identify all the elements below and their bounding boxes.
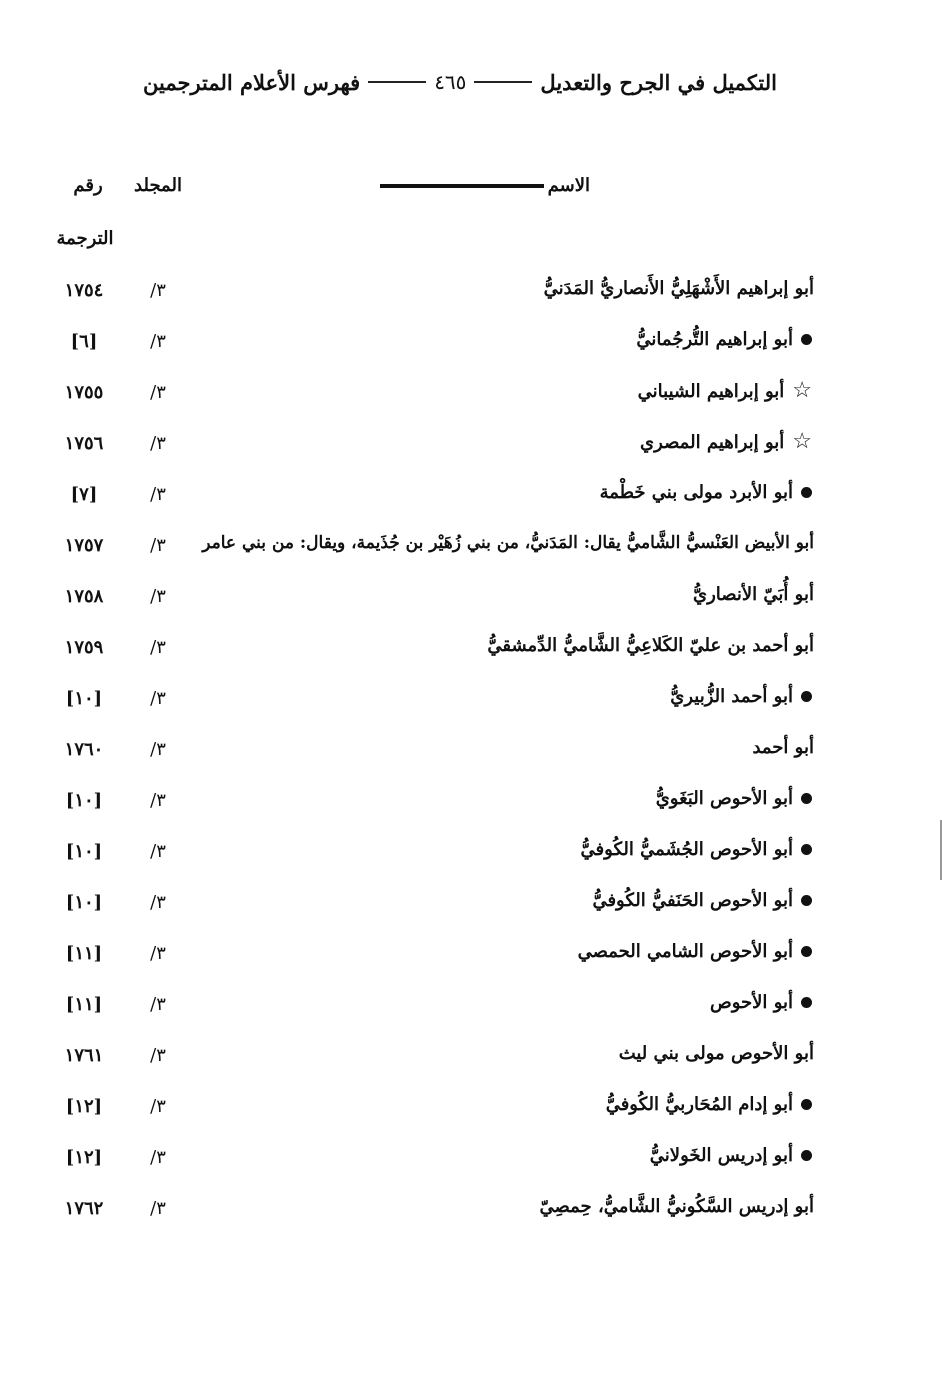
entry-number: [١٠] [65,892,103,913]
entry-name [578,941,812,962]
entry-name-text: أبو إدريس السَّكُونيُّ الشَّاميُّ، حِمصِيّ [539,1196,814,1217]
list-item [0,1084,942,1135]
book-title: التكميل في الجرح والتعديل [540,69,777,95]
list-item [0,727,942,778]
entry-name-text: أبو إدريس الخَولانيُّ [649,1145,793,1166]
page-header [143,62,777,102]
section-title: فهرس الأعلام المترجمين [143,69,361,95]
entry-name [544,278,814,299]
list-item [0,778,942,829]
entry-name-text: أبو أُبَيّ الأنصاريُّ [692,584,814,605]
list-item [0,268,942,319]
entry-volume: ٣/ [150,790,166,811]
bullet-icon [801,946,812,957]
list-item [0,1186,942,1237]
bullet-icon [801,895,812,906]
column-header-number-line2: الترجمة [56,228,114,249]
entry-volume: ٣/ [150,688,166,709]
entry-name-text: أبو الأبيض العَنْسيُّ الشَّاميُّ يقال: المَدَنيُّ، من بني زُهَيْر بن جُذَيمة، ويقال: من بني عامر [202,533,814,553]
list-item [0,421,942,472]
list-item [0,370,942,421]
entry-volume: ٣/ [150,433,166,454]
column-header-number: رقم [73,175,103,196]
entry-name-text: أبو أحمد [752,737,814,758]
star-icon: ☆ [792,378,812,403]
list-item [0,523,942,574]
entry-name-text: أبو الأبرد مولى بني خَطْمة [599,482,793,503]
entry-name [581,839,812,860]
list-item [0,1135,942,1186]
entry-number: [١٠] [65,790,103,811]
entry-volume: ٣/ [150,1198,166,1219]
entry-name [670,686,812,707]
entry-name [487,635,814,656]
bullet-icon [801,997,812,1008]
entry-name [636,329,812,350]
entry-volume: ٣/ [150,943,166,964]
entry-name-text: أبو إدام المُحَاربيُّ الكُوفيُّ [605,1094,793,1115]
entry-name-text: أبو أحمد بن عليّ الكَلاعِيُّ الشَّاميُّ الدِّمشقيُّ [487,635,814,656]
entry-name-text: أبو أحمد الزُّبيريُّ [670,686,793,707]
column-header-volume: المجلد [134,175,182,196]
entry-name [540,1196,814,1217]
entry-name-text: أبو إبراهيم الأَشْهَلِيُّ الأَنصاريُّ المَدَنيُّ [543,278,814,299]
entry-name [202,533,814,553]
entry-volume: ٣/ [150,892,166,913]
bullet-icon [801,691,812,702]
entry-volume: ٣/ [150,535,166,556]
entry-number: ١٧٦٢ [64,1198,104,1219]
bullet-icon [801,487,812,498]
entry-name-text: أبو الأحوص الجُشَميُّ الكُوفيُّ [580,839,793,860]
list-item [0,880,942,931]
entry-name [606,1094,812,1115]
entry-name [619,1043,814,1064]
entry-volume: ٣/ [150,382,166,403]
bullet-icon [801,793,812,804]
list-item [0,319,942,370]
list-item [0,625,942,676]
entry-name [640,431,812,453]
entry-volume: ٣/ [150,1096,166,1117]
bullet-icon [801,1150,812,1161]
entry-number: ١٧٥٩ [64,637,104,658]
entry-name-text: أبو إبراهيم الشيباني [637,380,785,402]
column-header-rule [380,184,544,188]
list-item [0,676,942,727]
entry-number: [٧] [70,484,98,505]
entry-number: ١٧٥٦ [64,433,104,454]
entry-volume: ٣/ [150,331,166,352]
entry-volume: ٣/ [150,841,166,862]
entry-volume: ٣/ [150,994,166,1015]
entry-number: ١٧٥٥ [64,382,104,403]
list-item [0,931,942,982]
column-header-name [380,175,590,196]
entry-number: [١٢] [65,1096,103,1117]
entry-number: ١٧٥٤ [64,280,104,301]
entry-volume: ٣/ [150,1147,166,1168]
header-dash [474,81,532,83]
entry-name [600,482,812,503]
entry-number: [١١] [65,994,103,1015]
entry-name-text: أبو الأحوص [709,992,793,1013]
header-dash [368,81,426,83]
entry-name [592,890,812,911]
entry-name [656,788,812,809]
entry-name [693,584,814,605]
list-item [0,829,942,880]
entry-volume: ٣/ [150,1045,166,1066]
list-item [0,472,942,523]
list-item [0,982,942,1033]
column-header-name-label: الاسم [547,175,590,196]
entry-number: ١٧٦٠ [64,739,104,760]
entry-name-text: أبو الأحوص الشامي الحمصي [577,941,793,962]
entry-number: ١٧٦١ [64,1045,104,1066]
entry-number: [١٠] [65,841,103,862]
entry-name-text: أبو الأحوص الحَنَفيُّ الكُوفيُّ [592,890,793,911]
bullet-icon [801,844,812,855]
entry-name-text: أبو الأحوص مولى بني ليث [618,1043,814,1064]
page-number: ٤٦٥ [434,70,467,94]
entry-name [650,1145,812,1166]
entry-name-text: أبو إبراهيم المصري [640,431,785,453]
entry-name [710,992,812,1013]
entry-name-text: أبو إبراهيم التُّرجُمانيُّ [636,329,793,350]
list-item [0,1033,942,1084]
star-icon: ☆ [792,429,812,454]
entry-volume: ٣/ [150,280,166,301]
entry-number: ١٧٥٨ [64,586,104,607]
entry-number: [٦] [70,331,98,352]
entry-volume: ٣/ [150,586,166,607]
index-list [0,268,942,1237]
entry-volume: ٣/ [150,739,166,760]
bullet-icon [801,1099,812,1110]
entry-number: [١٠] [65,688,103,709]
entry-name-text: أبو الأحوص البَغَويُّ [655,788,793,809]
entry-volume: ٣/ [150,484,166,505]
bullet-icon [801,334,812,345]
entry-name [638,380,812,402]
list-item [0,574,942,625]
entry-volume: ٣/ [150,637,166,658]
entry-name [752,737,814,758]
entry-number: [١٢] [65,1147,103,1168]
entry-number: [١١] [65,943,103,964]
entry-number: ١٧٥٧ [64,535,104,556]
